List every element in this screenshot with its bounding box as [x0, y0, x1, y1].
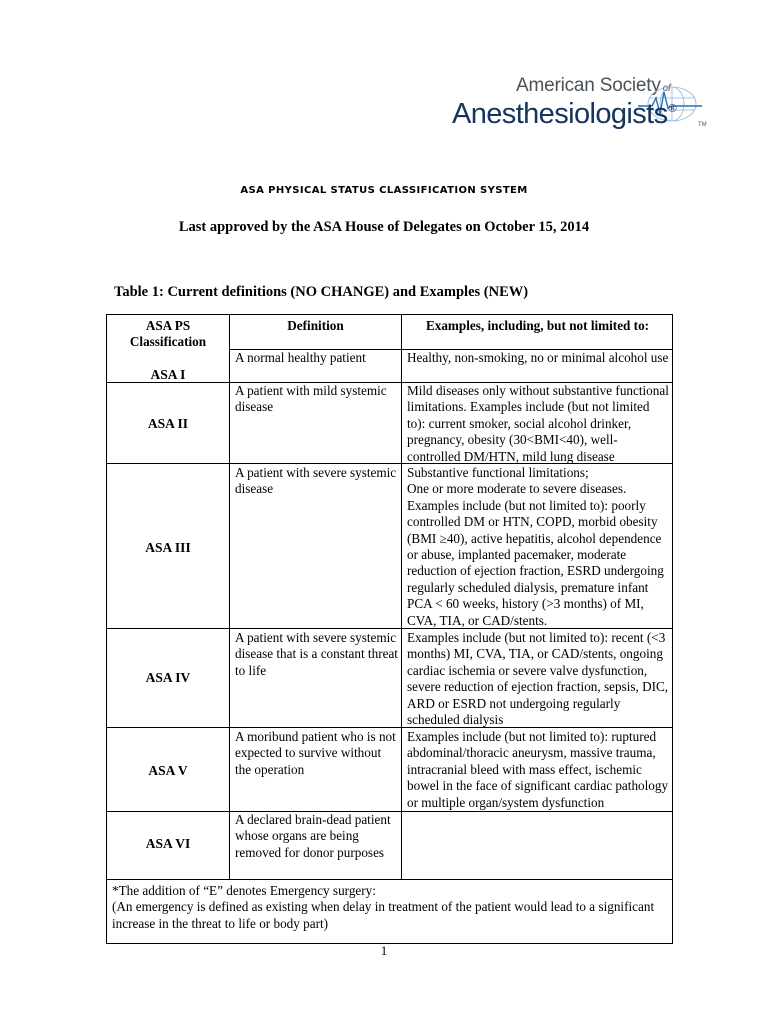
table-title: Table 1: Current definitions (NO CHANGE) and Examples (NEW)	[114, 284, 529, 300]
row-class-asa-ii: ASA II	[147, 416, 189, 431]
logo-line1: American Society of	[516, 75, 671, 96]
header-definition: Definition	[287, 318, 344, 333]
row-examples-asa-iii: Substantive functional limitations; One or more moderate to severe diseases. Examples include (but not limited to): poorly controlled DM or HTN, COPD, morbid obesity (BMI ≥40), active hepatitis, alcohol dependence or abuse, implanted pacemaker, moderate reduction of ejection fraction, ESRD undergoing regularly scheduled dialysis, premature infant PCA < 60 weeks, history (>3 months) of MI, CVA, TIA, or CAD/stents.	[407, 465, 664, 628]
row-class-asa-iv: ASA IV	[145, 670, 191, 685]
row-examples-asa-iv: Examples include (but not limited to): recent (<3 months) MI, CVA, TIA, or CAD/stents, ongoing cardiac ischemia or severe valve dysfunction, severe reduction of ejection fraction, sepsis, DIC, ARD or ESRD not undergoing regularly scheduled dialysis	[407, 630, 669, 728]
emergency-footnote: *The addition of “E” denotes Emergency surgery: (An emergency is defined as existing when delay in treatment of the patient would lead to a significant increase in the threat to life or body part)	[112, 883, 655, 931]
row-class-asa-vi: ASA VI	[145, 836, 191, 851]
row-class-asa-v: ASA V	[148, 763, 188, 778]
row-definition-asa-vi: A declared brain-dead patient whose organs are being removed for donor purposes	[235, 812, 391, 860]
row-examples-asa-ii: Mild diseases only without substantive functional limitations. Examples include (but not limited to): current smoker, social alcohol drinker, pregnancy, obesity (30<BMI<40), well-controlled DM/HTN, mild lung disease	[407, 383, 669, 464]
document-heading: ASA PHYSICAL STATUS CLASSIFICATION SYSTEM	[240, 185, 528, 196]
column-divider	[401, 315, 402, 879]
logo-line2: Anesthesiologists®	[452, 98, 677, 130]
approval-line: Last approved by the ASA House of Delegates on October 15, 2014	[178, 219, 590, 235]
row-definition-asa-ii: A patient with mild systemic disease	[235, 383, 387, 415]
logo-of: of	[662, 83, 671, 94]
header-examples: Examples, including, but not limited to:	[425, 318, 650, 333]
column-divider	[229, 315, 230, 879]
logo-registered-mark: ®	[668, 103, 677, 116]
row-definition-asa-iii: A patient with severe systemic disease	[235, 465, 397, 497]
asa-logo	[452, 64, 712, 134]
row-definition-asa-i: A normal healthy patient	[235, 350, 366, 365]
row-examples-asa-v: Examples include (but not limited to): ruptured abdominal/thoracic aneurysm, massive trauma, intracranial bleed with mass effect, ischemic bowel in the face of significant cardiac pathology or multiple organ/system dysfunction	[407, 729, 669, 810]
header-classification: ASA PS Classification	[129, 318, 207, 350]
classification-table	[106, 314, 673, 944]
row-class-asa-iii: ASA III	[145, 540, 191, 555]
row-class-asa-i: ASA I	[150, 367, 186, 382]
page-number: 1	[380, 943, 388, 958]
row-divider	[107, 879, 673, 880]
row-definition-asa-iv: A patient with severe systemic disease that is a constant threat to life	[235, 630, 398, 678]
logo-tm: TM	[698, 122, 707, 128]
row-definition-asa-v: A moribund patient who is not expected to survive without the operation	[235, 729, 396, 777]
row-examples-asa-i: Healthy, non-smoking, no or minimal alcohol use	[407, 350, 669, 365]
